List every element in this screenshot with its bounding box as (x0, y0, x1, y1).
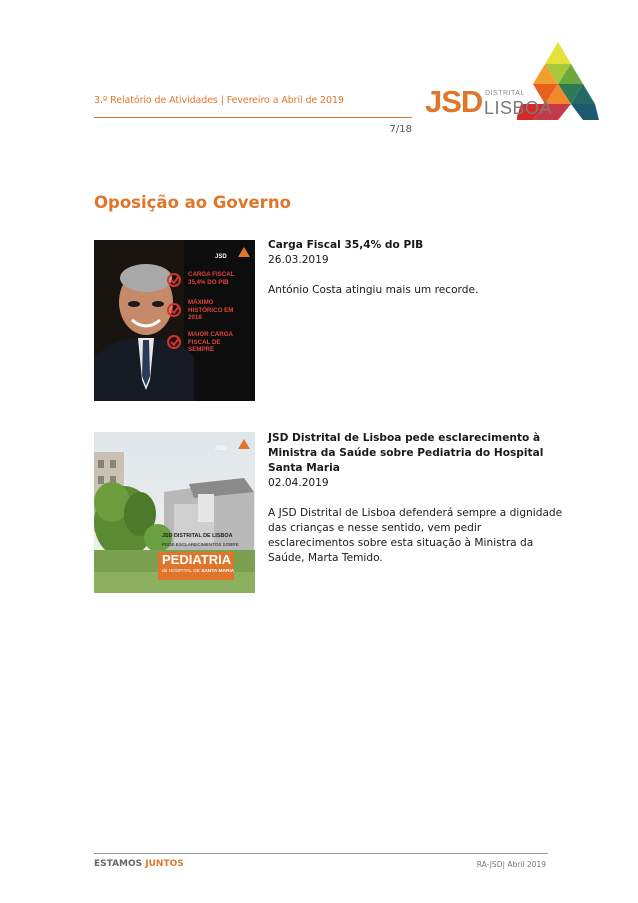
item-image-carga-fiscal (94, 240, 255, 401)
footer-slogan-b: JUNTOS (145, 859, 184, 869)
image1-check1: CARGA FISCAL 35,4% DO PIB (188, 271, 235, 286)
item-date: 26.03.2019 (268, 254, 329, 266)
item-entry (268, 431, 568, 566)
logo-jsd-text: JSD (425, 84, 483, 119)
footer-divider (94, 853, 548, 854)
section-title: Oposição ao Governo (94, 193, 291, 212)
footer-slogan-a: ESTAMOS (94, 859, 143, 869)
jsd-lisboa-logo (425, 42, 600, 122)
item-description: António Costa atingiu mais um recorde. (268, 284, 479, 296)
logo-lisboa-text: LISBOA (484, 98, 553, 118)
item-image-pediatria (94, 432, 255, 593)
image2-banner-big: PEDIATRIA (162, 552, 232, 567)
image2-banner-small (162, 569, 252, 574)
item-title: Carga Fiscal 35,4% do PIB (268, 239, 424, 251)
image2-line1: JSD DISTRITAL DE LISBOA (162, 533, 233, 539)
item-entry (268, 238, 568, 298)
item-date: 02.04.2019 (268, 477, 329, 489)
image1-check2: MÁXIMO HISTÓRICO EM 2018 (188, 299, 234, 321)
item-description: A JSD Distrital de Lisboa defenderá sempre a dignidade das crianças e nesse sentido, vem pedir esclarecimentos sobre esta situação à Ministra da Saúde, Marta Temido. (268, 507, 563, 564)
image1-check3: MAIOR CARGA FISCAL DE SEMPRE (188, 331, 233, 353)
footer-reference: RA-JSD| Abril 2019 (476, 860, 546, 869)
report-title: 3.º Relatório de Atividades | Fevereiro a Abril de 2019 (94, 95, 344, 106)
item-title: JSD Distrital de Lisboa pede esclarecimento à Ministra da Saúde sobre Pediatria do Hospital Santa Maria (268, 432, 544, 474)
logo-distrital-text: DISTRITAL (485, 90, 525, 97)
header-divider (94, 117, 412, 118)
svg-text:JSD: JSD (215, 446, 227, 452)
image2-line2: PEDE ESCLARECIMENTOS SOBRE (162, 542, 239, 547)
image2-banner-name: SANTA MARIA (201, 569, 235, 574)
footer-slogan (94, 859, 184, 869)
image2-banner-prefix: do HOSPITAL DE (162, 569, 200, 574)
svg-text:JSD: JSD (215, 254, 227, 260)
page-number: 7/18 (389, 124, 412, 135)
